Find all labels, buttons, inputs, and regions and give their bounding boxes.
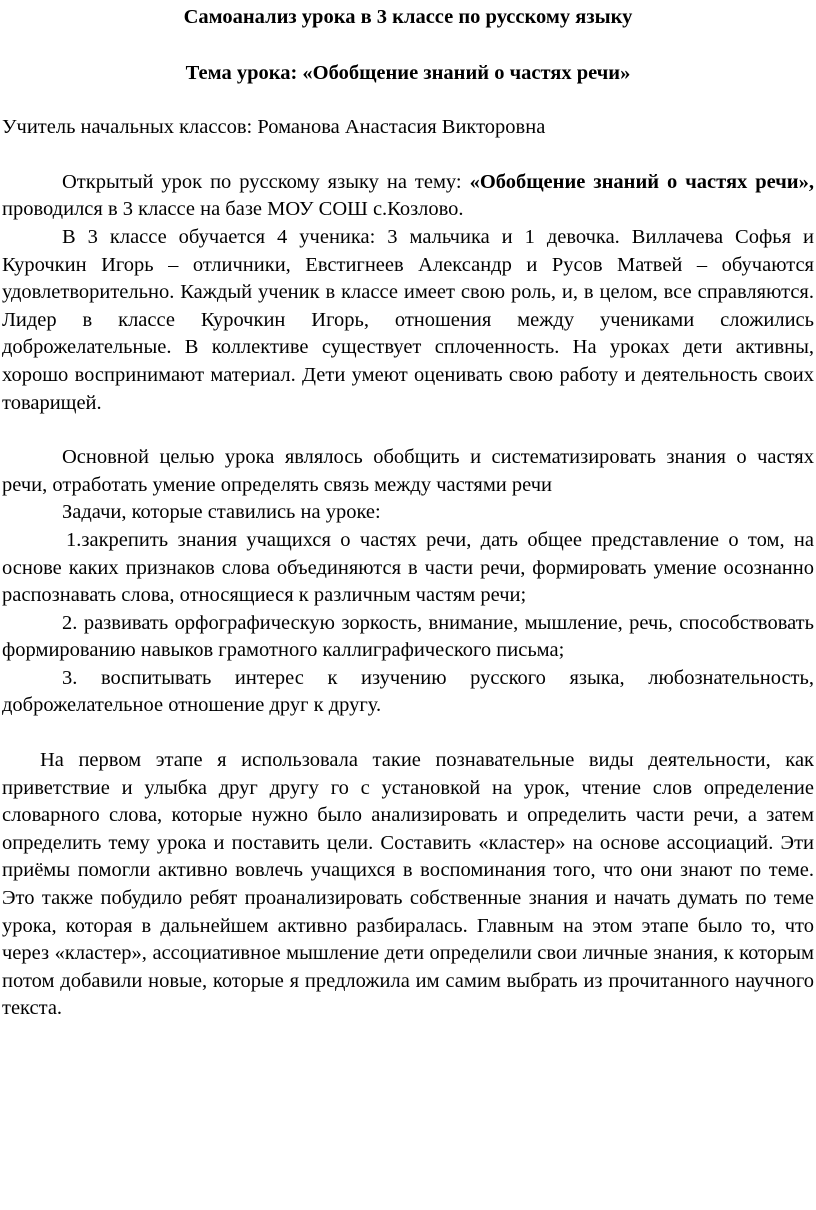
task-item-3: 3. воспитывать интерес к изучению русского языка, любознательность, доброжелательное отношение друг к другу. — [2, 666, 814, 717]
document-title: Самоанализ урока в 3 классе по русскому языку — [183, 6, 633, 28]
class-description-paragraph: В 3 классе обучается 4 ученика: 3 мальчика и 1 девочка. Виллачева Софья и Курочкин Игорь – отличники, Евстигнеев Александр и Русов Матвей – обучаются удовлетворительно. Каждый ученик в классе имеет свою роль, и, в целом, все справляются. Лидер в классе Курочкин Игорь, отношения между учениками сложились доброжелательные. В коллективе существует сплоченность. На уроках дети активны, хорошо воспринимают материал. Дети умеют оценивать свою работу и деятельность своих товарищей. — [2, 225, 814, 414]
lesson-topic: Тема урока: «Обобщение знаний о частях речи» — [185, 61, 631, 84]
teacher-line: Учитель начальных классов: Романова Анастасия Викторовна — [2, 116, 546, 139]
tasks-heading: Задачи, которые ставились на уроке: — [62, 501, 381, 524]
task-item-2: 2. развивать орфографическую зоркость, внимание, мышление, речь, способствовать формированию навыков грамотного каллиграфического письма; — [2, 611, 814, 662]
intro-paragraph — [2, 169, 814, 224]
first-stage-paragraph: На первом этапе я использовала такие познавательные виды деятельности, как приветствие и улыбка друг другу го с установкой на урок, чтение слов определение словарного слова, которые нужно было анализировать и определить части речи, а затем определить тему урока и поставить цели. Составить «кластер» на основе ассоциаций. Эти приёмы помогли активно вовлечь учащихся в воспоминания того, что они знают по теме. Это также побудило ребят проанализировать собственные знания и начать думать по теме урока, которая в дальнейшем активно разбиралась. Главным на этом этапе было то, что через «кластер», ассоциативное мышление дети определили свои личные знания, к которым потом добавили новые, которые я предложила им самим выбрать из прочитанного научного текста. — [2, 749, 814, 1020]
intro-text-start: Открытый урок по русскому языку на тему: — [62, 170, 470, 193]
task-item-1: 1.закрепить знания учащихся о частях речи, дать общее представление о том, на основе каких признаков слова объединяются в части речи, формировать умение осознанно распознавать слова, относящиеся к различным частям речи; — [2, 528, 814, 607]
intro-text-end: проводился в 3 классе на базе МОУ СОШ с.Козлово. — [2, 198, 464, 221]
goal-paragraph: Основной целью урока являлось обобщить и систематизировать знания о частях речи, отработать умение определять связь между частями речи — [2, 446, 814, 496]
intro-topic-bold: «Обобщение знаний о частях речи», — [469, 170, 814, 193]
